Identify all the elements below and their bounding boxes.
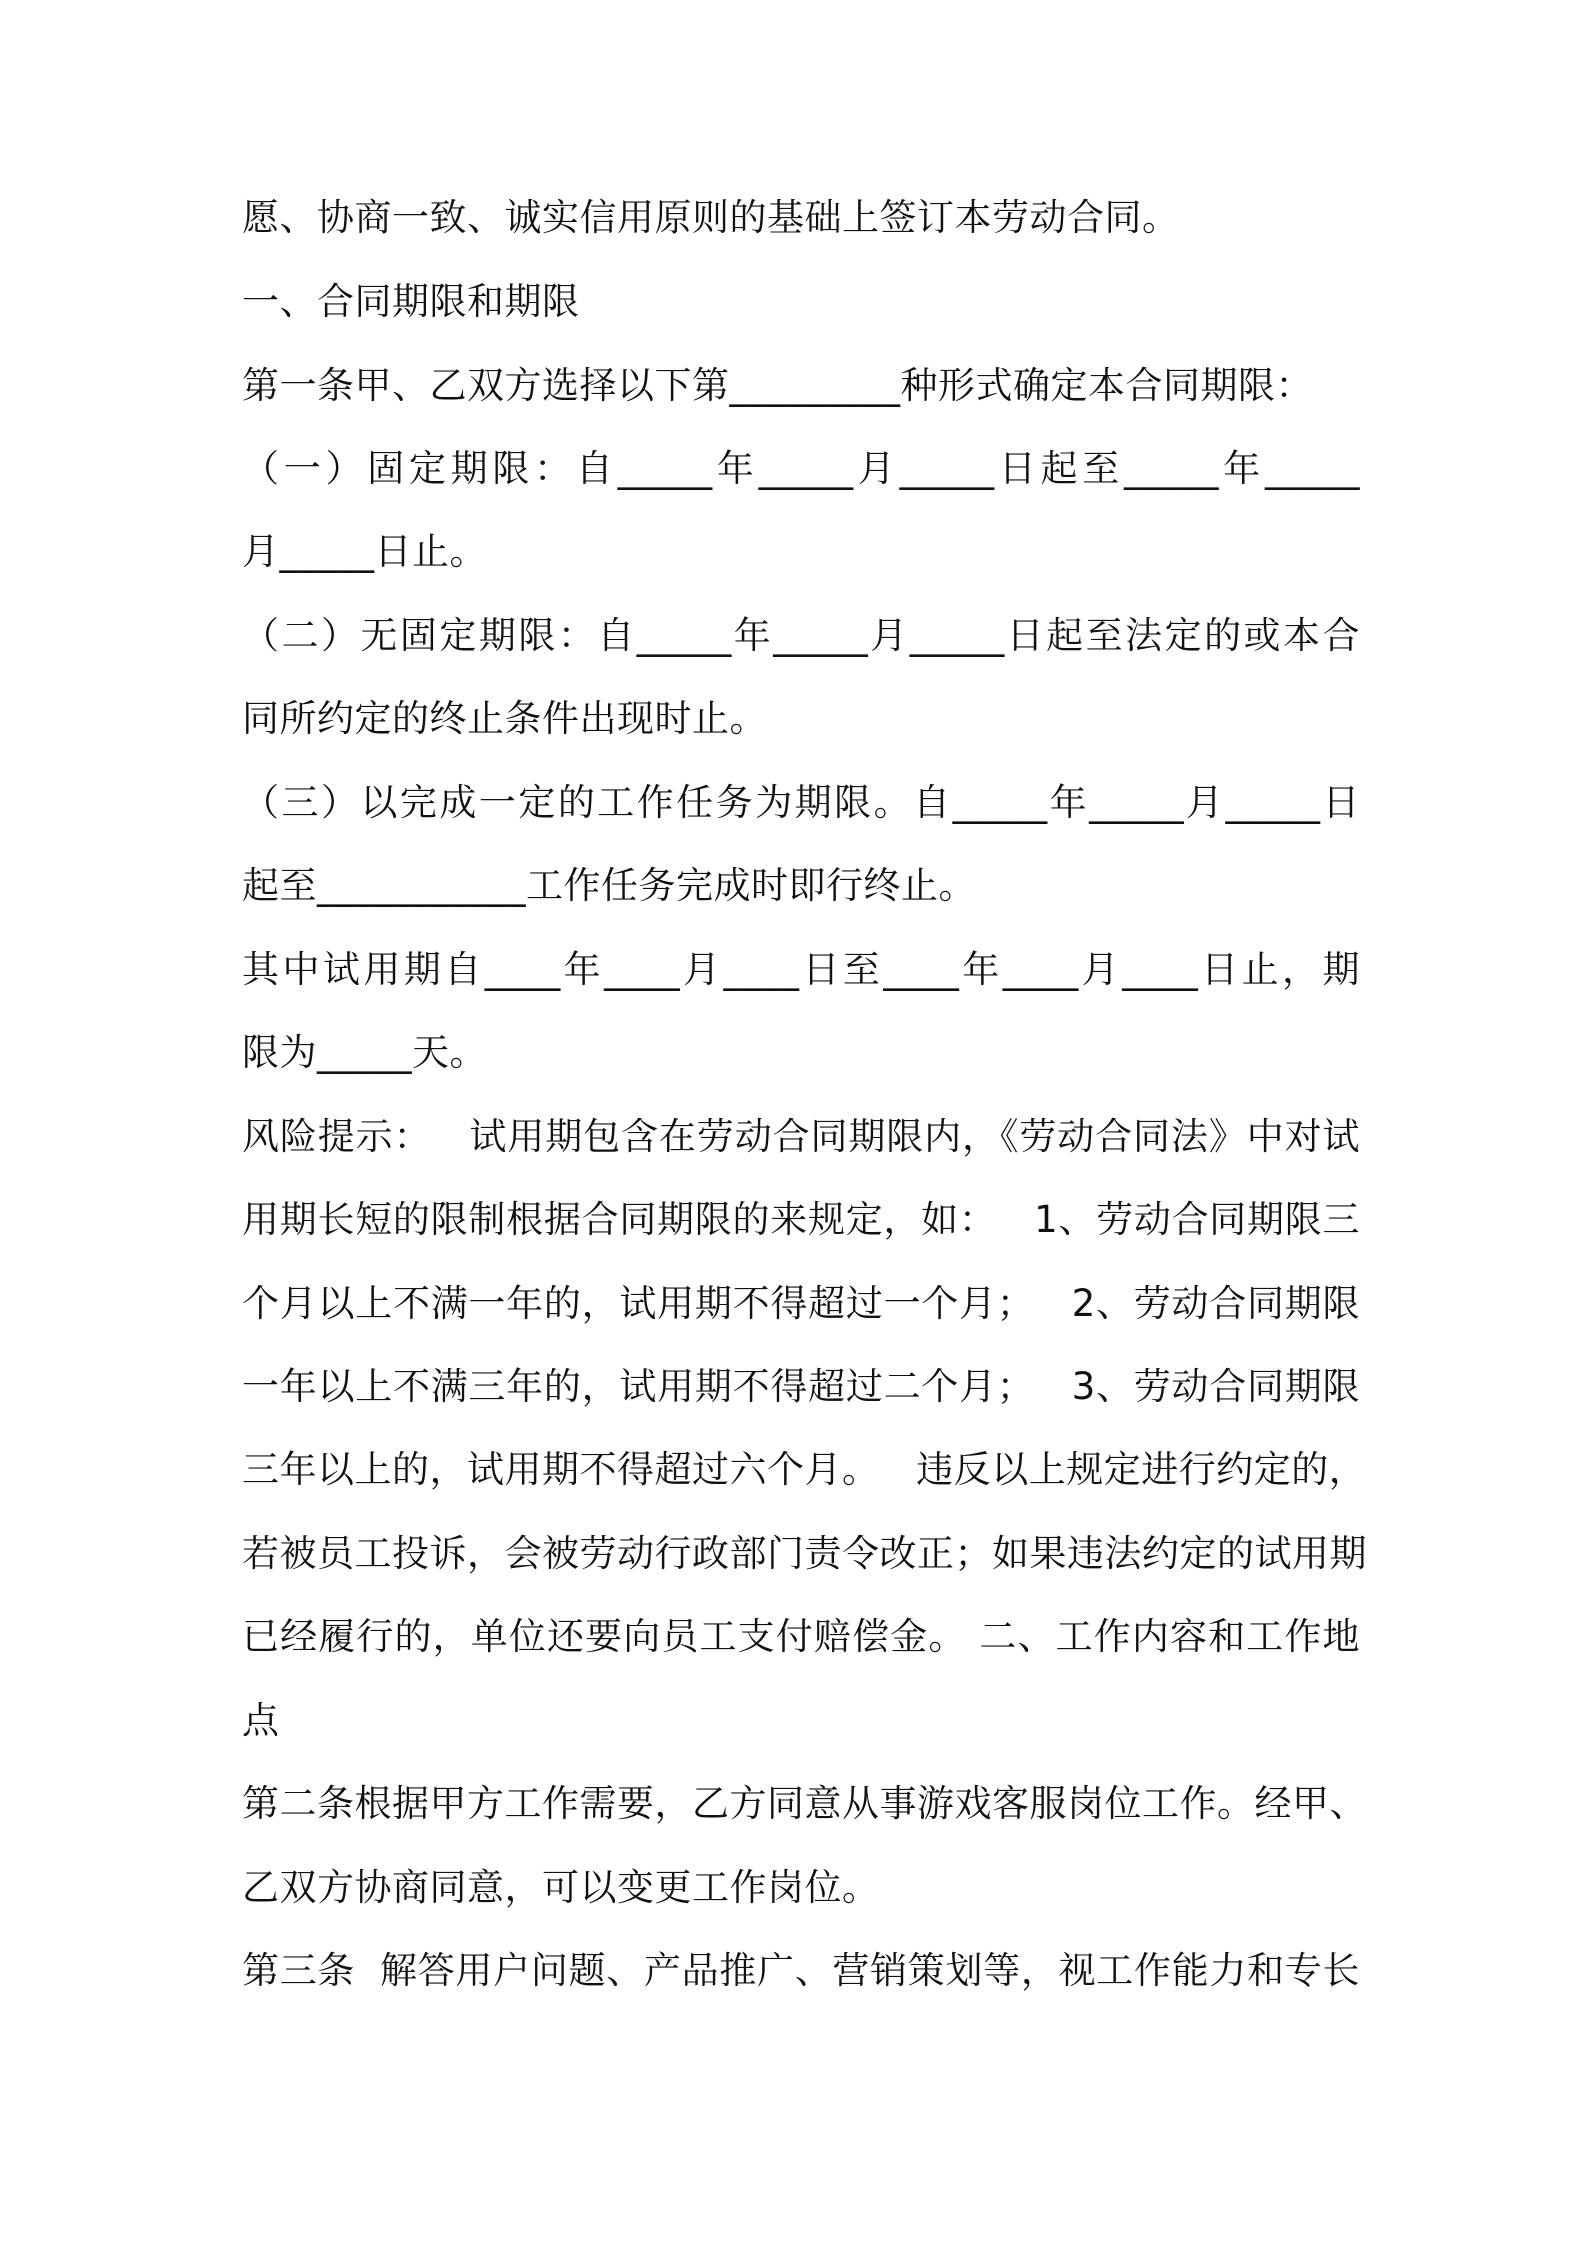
text-line: 愿、协商一致、诚实信用原则的基础上签订本劳动合同。 — [242, 196, 1180, 239]
text-line: （三）以完成一定的工作任务为期限。自_____年_____月_____日 — [242, 781, 1360, 824]
text-line: 其中试用期自____年____月____日至____年____月____日止，期 — [242, 948, 1360, 991]
risk-note-line: 用期长短的限制根据合同期限的来规定，如： 1、劳动合同期限三 — [242, 1198, 1360, 1241]
risk-note-line: 若被员工投诉，会被劳动行政部门责令改正；如果违法约定的试用期 — [242, 1532, 1367, 1575]
risk-note-line: 已经履行的，单位还要向员工支付赔偿金。 二、工作内容和工作地 — [242, 1615, 1360, 1658]
risk-note-line: 风险提示： 试用期包含在劳动合同期限内，《劳动合同法》中对试 — [242, 1115, 1360, 1158]
risk-note-line: 三年以上的，试用期不得超过六个月。 违反以上规定进行约定的， — [242, 1448, 1367, 1491]
text-line: 起至___________工作任务完成时即行终止。 — [242, 864, 976, 907]
text-line: 第一条甲、乙双方选择以下第_________种形式确定本合同期限： — [242, 364, 1313, 407]
risk-note-line: 个月以上不满一年的，试用期不得超过一个月； 2、劳动合同期限 — [242, 1282, 1360, 1325]
text-line: 第二条根据甲方工作需要，乙方同意从事游戏客服岗位工作。经甲、 — [242, 1782, 1367, 1825]
text-line: 乙双方协商同意，可以变更工作岗位。 — [242, 1866, 880, 1909]
text-line: （一）固定期限：自_____年_____月_____日起至_____年_____ — [242, 447, 1360, 490]
section-heading: 点 — [242, 1699, 280, 1742]
text-line: （二）无固定期限：自_____年_____月_____日起至法定的或本合 — [242, 614, 1360, 657]
text-line: 第三条 解答用户问题、产品推广、营销策划等，视工作能力和专长 — [242, 1949, 1360, 1992]
risk-note-line: 一年以上不满三年的，试用期不得超过二个月； 3、劳动合同期限 — [242, 1365, 1360, 1408]
text-line: 限为_____天。 — [242, 1031, 487, 1074]
text-line: 同所约定的终止条件出现时止。 — [242, 697, 767, 740]
text-line: 月_____日止。 — [242, 530, 487, 573]
section-heading: 一、合同期限和期限 — [242, 280, 580, 323]
